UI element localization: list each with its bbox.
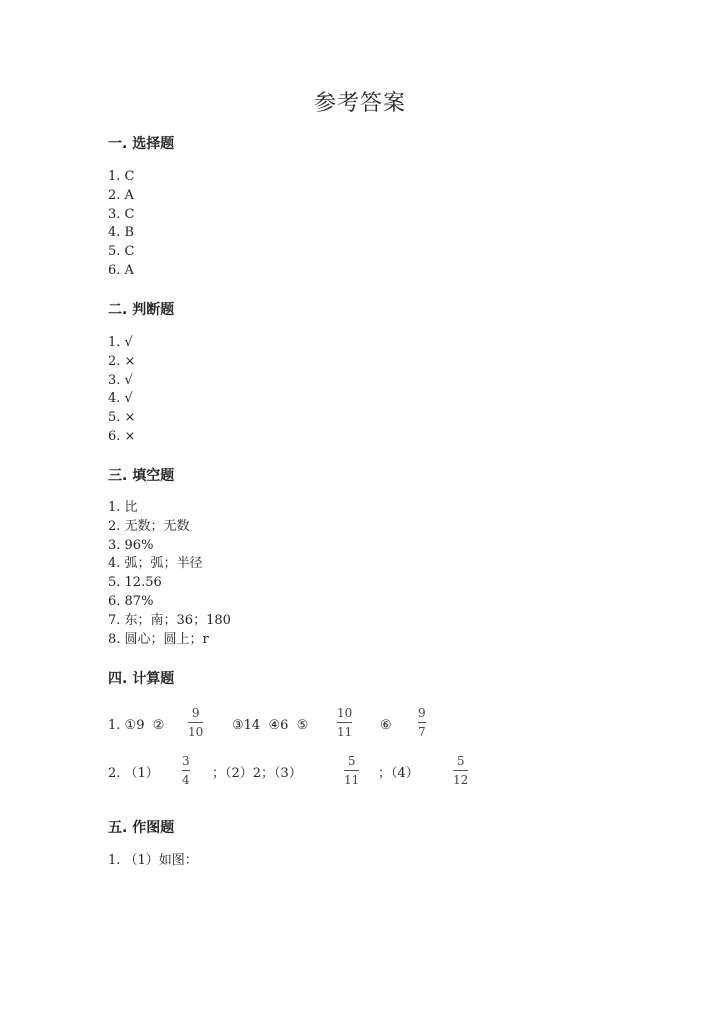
calc-text: ③14 ④6 ⑤ (232, 718, 309, 733)
list-item: 5. C (108, 244, 135, 260)
section-heading-judge: 二. 判断题 (108, 302, 175, 318)
fraction-bar (453, 770, 468, 771)
list-item: 4. B (108, 225, 135, 241)
fraction-denominator: 12 (453, 773, 469, 787)
fraction-numerator: 5 (456, 754, 465, 768)
list-item: 7. 东；南；36；180 (108, 612, 231, 628)
fraction-bar (344, 770, 359, 771)
section-heading-choice: 一. 选择题 (108, 136, 175, 152)
section-heading-draw: 五. 作图题 (108, 820, 175, 836)
list-item: 2. 无数；无数 (108, 518, 190, 534)
fill-answers (108, 499, 231, 649)
fraction-denominator: 4 (182, 773, 190, 787)
list-item: 8. 圆心；圆上；r (108, 631, 209, 647)
list-item: 3. √ (108, 372, 133, 388)
fraction-bar (182, 770, 190, 771)
calc-text: 2. （1） (108, 766, 159, 781)
calc-text: ；（2）2；（3） (212, 766, 302, 781)
fraction-denominator: 11 (337, 725, 353, 739)
choice-answers (108, 168, 134, 281)
judge-answers (108, 334, 135, 447)
list-item: 4. 弧；弧；半径 (108, 556, 203, 572)
draw-answers (108, 852, 198, 871)
calc-answer-2 (108, 754, 668, 794)
list-item: 2. A (108, 187, 134, 203)
list-item: 1. C (108, 169, 135, 184)
section-heading-fill: 三. 填空题 (108, 468, 175, 484)
fraction (418, 706, 426, 739)
fraction-bar (418, 722, 426, 723)
fraction-bar (337, 722, 352, 723)
fraction-denominator: 7 (418, 725, 426, 739)
fraction-denominator: 10 (188, 725, 204, 739)
list-item: 5. × (108, 410, 136, 426)
list-item: 5. 12.56 (108, 575, 162, 591)
list-item: 6. × (108, 428, 136, 444)
fraction-numerator: 5 (347, 754, 356, 768)
fraction-numerator: 9 (191, 706, 200, 720)
fraction (344, 754, 359, 787)
list-item: 4. √ (108, 391, 133, 407)
fraction-denominator: 11 (344, 773, 360, 787)
list-item: 1. 比 (108, 500, 138, 515)
fraction (337, 706, 352, 739)
list-item: 1. （1）如图： (108, 853, 198, 868)
list-item: 6. A (108, 262, 134, 278)
list-item: 2. × (108, 353, 136, 369)
calc-answer-1 (108, 706, 668, 746)
fraction (453, 754, 468, 787)
list-item: 1. √ (108, 335, 133, 350)
calc-text: 1. ①9 ② (108, 718, 165, 733)
fraction (182, 754, 190, 787)
list-item: 6. 87% (108, 593, 154, 609)
fraction-numerator: 3 (182, 754, 190, 768)
list-item: 3. 96% (108, 537, 154, 553)
section-heading-calc: 四. 计算题 (108, 671, 175, 687)
list-item: 3. C (108, 206, 135, 222)
page-title: 参考答案 (313, 91, 406, 116)
fraction-numerator: 9 (418, 706, 426, 720)
fraction (188, 706, 203, 739)
calc-text: ；（4） (378, 766, 419, 781)
fraction-numerator: 10 (337, 706, 353, 720)
fraction-bar (188, 722, 203, 723)
calc-text: ⑥ (380, 718, 392, 733)
